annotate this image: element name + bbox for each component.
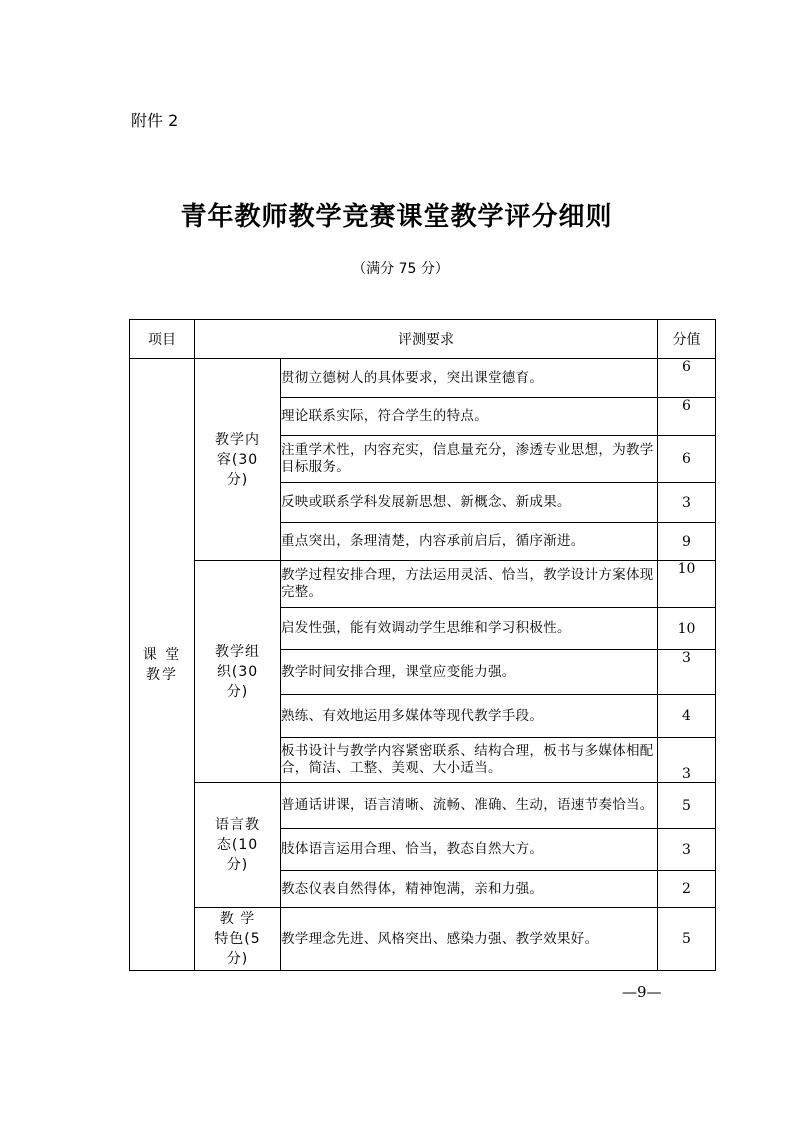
requirement-cell: 教学时间安排合理，课堂应变能力强。	[281, 650, 658, 695]
requirement-cell: 启发性强，能有效调动学生思维和学习积极性。	[281, 608, 658, 650]
requirement-cell: 理论联系实际，符合学生的特点。	[281, 398, 658, 436]
page-subtitle: （满分 75 分）	[352, 261, 449, 277]
requirement-cell: 贯彻立德树人的具体要求，突出课堂德育。	[281, 359, 658, 398]
table-row	[130, 783, 716, 829]
requirement-cell: 教学过程安排合理，方法运用灵活、恰当，教学设计方案体现完整。	[281, 561, 658, 608]
score-cell: 3	[658, 483, 716, 523]
column-header-item: 项目	[130, 320, 195, 359]
requirement-cell: 板书设计与教学内容紧密联系、结构合理，板书与多媒体相配合，简洁、工整、美观、大小适当。	[281, 738, 658, 783]
group-cell: 教学内 容(30 分)	[195, 359, 281, 561]
table-row	[130, 561, 716, 608]
group-cell: 教 学 特色(5 分)	[195, 908, 281, 971]
table-row	[130, 359, 716, 398]
page-title: 青年教师教学竞赛课堂教学评分细则	[180, 202, 613, 232]
score-cell: 5	[658, 783, 716, 829]
score-cell: 3	[658, 829, 716, 871]
table-row	[130, 908, 716, 971]
column-header-score: 分值	[658, 320, 716, 359]
group-cell: 教学组 织(30 分)	[195, 561, 281, 783]
scoring-table	[129, 319, 716, 971]
requirement-cell: 普通话讲课，语言清晰、流畅、准确、生动，语速节奏恰当。	[281, 783, 658, 829]
page-number: —9—	[622, 983, 662, 1001]
score-cell: 3	[658, 738, 716, 783]
requirement-cell: 重点突出，条理清楚，内容承前启后，循序渐进。	[281, 523, 658, 561]
score-cell: 3	[658, 650, 716, 695]
score-cell: 10	[658, 608, 716, 650]
requirement-cell: 熟练、有效地运用多媒体等现代教学手段。	[281, 695, 658, 738]
table-header-row	[130, 320, 716, 359]
requirement-cell: 教学理念先进、风格突出、感染力强、教学效果好。	[281, 908, 658, 971]
requirement-cell: 反映或联系学科发展新思想、新概念、新成果。	[281, 483, 658, 523]
requirement-cell: 教态仪表自然得体，精神饱满，亲和力强。	[281, 871, 658, 908]
score-cell: 5	[658, 908, 716, 971]
score-cell: 6	[658, 436, 716, 483]
attachment-label: 附件 2	[131, 111, 179, 130]
requirement-cell: 肢体语言运用合理、恰当，教态自然大方。	[281, 829, 658, 871]
group-cell: 语言教 态(10 分)	[195, 783, 281, 908]
category-cell: 课 堂 教学	[130, 359, 195, 971]
column-header-requirement: 评测要求	[195, 320, 658, 359]
score-cell: 6	[658, 398, 716, 436]
score-cell: 10	[658, 561, 716, 608]
requirement-cell: 注重学术性，内容充实，信息量充分，渗透专业思想，为教学目标服务。	[281, 436, 658, 483]
score-cell: 9	[658, 523, 716, 561]
score-cell: 4	[658, 695, 716, 738]
score-cell: 2	[658, 871, 716, 908]
score-cell: 6	[658, 359, 716, 398]
